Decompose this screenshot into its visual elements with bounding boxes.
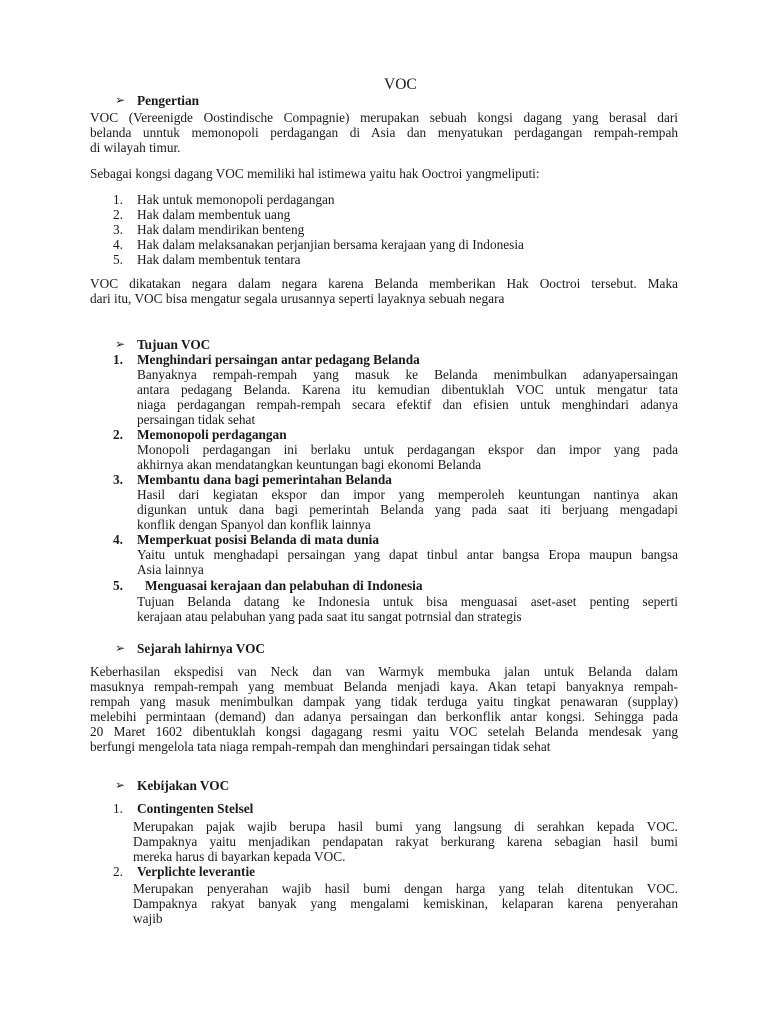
list-number: 1. [113, 192, 123, 207]
item-line: akhirnya akan mendatangkan keuntungan bagi ekonomi Belanda [137, 457, 482, 472]
list-number: 1. [113, 801, 123, 816]
item-line: Banyaknya rempah-rempah yang masuk ke Belanda menimbulkan adanyapersaingan [137, 367, 678, 382]
list-number: 4. [113, 532, 123, 547]
list-number: 5. [113, 252, 123, 267]
item-line: antara pedagang Belanda. Karena itu kemudian dibentuklah VOC untuk mengatur tata [137, 382, 678, 397]
list-number: 2. [113, 427, 123, 442]
heading-tujuan: Tujuan VOC [137, 337, 211, 352]
paragraph-line: dari itu, VOC bisa mengatur segala urusannya seperti layaknya sebuah negara [90, 291, 505, 306]
document-title: VOC [384, 76, 417, 93]
heading-sejarah: Sejarah lahirnya VOC [137, 641, 266, 656]
item-line: mereka harus di bayarkan kepada VOC. [133, 849, 346, 864]
paragraph-line: belanda unntuk memonopoli perdagangan di Asia dan menyatukan perdagangan rempah-rempah [90, 125, 678, 140]
paragraph-line: VOC dikatakan negara dalam negara karena Belanda memberikan Hak Ooctroi tersebut. Maka [90, 276, 678, 291]
item-line: Dampaknya yaitu menjadikan pendapatan rakyat berkurang karena sebagian hasil bumi [133, 834, 678, 849]
item-line: Merupakan penyerahan wajib hasil bumi dengan harga yang telah ditentukan VOC. [133, 881, 678, 896]
paragraph-line: masuknya rempah-rempah yang membuat Belanda menjadi kaya. Akan tetapi banyaknya rempah- [90, 679, 678, 694]
list-item: Hak dalam melaksanakan perjanjian bersama kerajaan yang di Indonesia [137, 237, 524, 252]
paragraph-line: melebihi permintaan (demand) dan adanya persaingan dan berkonflik antar kongsi. Sehingga pada [90, 709, 678, 724]
bullet-arrow-icon: ➢ [115, 641, 126, 655]
list-item: Hak dalam membentuk tentara [137, 252, 301, 267]
list-number: 4. [113, 237, 123, 252]
list-item: Hak dalam membentuk uang [137, 207, 291, 222]
item-line: niaga perdagangan rempah-rempah secara efektif dan efisien untuk menghindari adanya [137, 397, 678, 412]
bullet-arrow-icon: ➢ [115, 93, 126, 107]
list-number: 2. [113, 864, 123, 879]
paragraph-line: rempah yang masuk menimbulkan dampak yang tidak terduga yaitu tingkat penawaran (supplay) [90, 694, 678, 709]
heading-pengertian: Pengertian [137, 93, 200, 108]
paragraph-line: Sebagai kongsi dagang VOC memiliki hal istimewa yaitu hak Ooctroi yangmeliputi: [90, 166, 540, 181]
item-title: Menghindari persaingan antar pedagang Belanda [137, 352, 420, 367]
heading-kebijakan: Kebijakan VOC [137, 778, 230, 793]
paragraph-line: di wilayah timur. [90, 140, 181, 155]
list-number: 1. [113, 352, 123, 367]
item-line: Dampaknya rakyat banyak yang mengalami kemiskinan, kelaparan karena penyerahan [133, 896, 678, 911]
item-title: Contingenten Stelsel [137, 801, 254, 816]
paragraph-line: berfungi mengelola tata niaga rempah-rempah dan menghindari persaingan tidak sehat [90, 739, 551, 754]
paragraph-line: VOC (Vereenigde Oostindische Compagnie) merupakan sebuah kongsi dagang yang berasal dari [90, 110, 678, 125]
item-line: Asia lainnya [137, 562, 204, 577]
bullet-arrow-icon: ➢ [115, 778, 126, 792]
list-number: 3. [113, 222, 123, 237]
item-title: Verplichte leverantie [137, 864, 256, 879]
list-number: 3. [113, 472, 123, 487]
list-item: Hak dalam mendirikan benteng [137, 222, 305, 237]
item-title: Membantu dana bagi pemerintahan Belanda [137, 472, 392, 487]
item-line: Merupakan pajak wajib berupa hasil bumi yang langsung di serahkan kepada VOC. [133, 819, 678, 834]
item-line: konflik dengan Spanyol dan konflik lainnya [137, 517, 371, 532]
item-title: Memperkuat posisi Belanda di mata dunia [137, 532, 379, 547]
item-line: Tujuan Belanda datang ke Indonesia untuk bisa menguasai aset-aset penting seperti [137, 594, 678, 609]
list-item: Hak untuk memonopoli perdagangan [137, 192, 335, 207]
paragraph-line: Keberhasilan ekspedisi van Neck dan van Warmyk membuka jalan untuk Belanda dalam [90, 664, 678, 679]
item-line: Yaitu untuk menghadapi persaingan yang dapat tinbul antar bangsa Eropa maupun bangsa [137, 547, 678, 562]
item-line: kerajaan atau pelabuhan yang pada saat itu sangat potrnsial dan strategis [137, 609, 522, 624]
item-line: Monopoli perdagangan ini berlaku untuk perdagangan ekspor dan impor yang pada [137, 442, 678, 457]
item-line: persaingan tidak sehat [137, 412, 256, 427]
list-number: 2. [113, 207, 123, 222]
list-number: 5. [113, 578, 123, 593]
bullet-arrow-icon: ➢ [115, 337, 126, 351]
item-title: Menguasai kerajaan dan pelabuhan di Indonesia [145, 578, 423, 593]
paragraph-line: 20 Maret 1602 dibentuklah kongsi dagagang resmi yaitu VOC setelah Belanda mendesak yang [90, 724, 678, 739]
item-line: wajib [133, 911, 163, 926]
item-title: Memonopoli perdagangan [137, 427, 287, 442]
item-line: Hasil dari kegiatan ekspor dan impor yang memperoleh keuntungan nantinya akan [137, 487, 678, 502]
item-line: digunkan untuk dana bagi pemerintah Belanda yang pada saat iti berjuang mengadapi [137, 502, 678, 517]
